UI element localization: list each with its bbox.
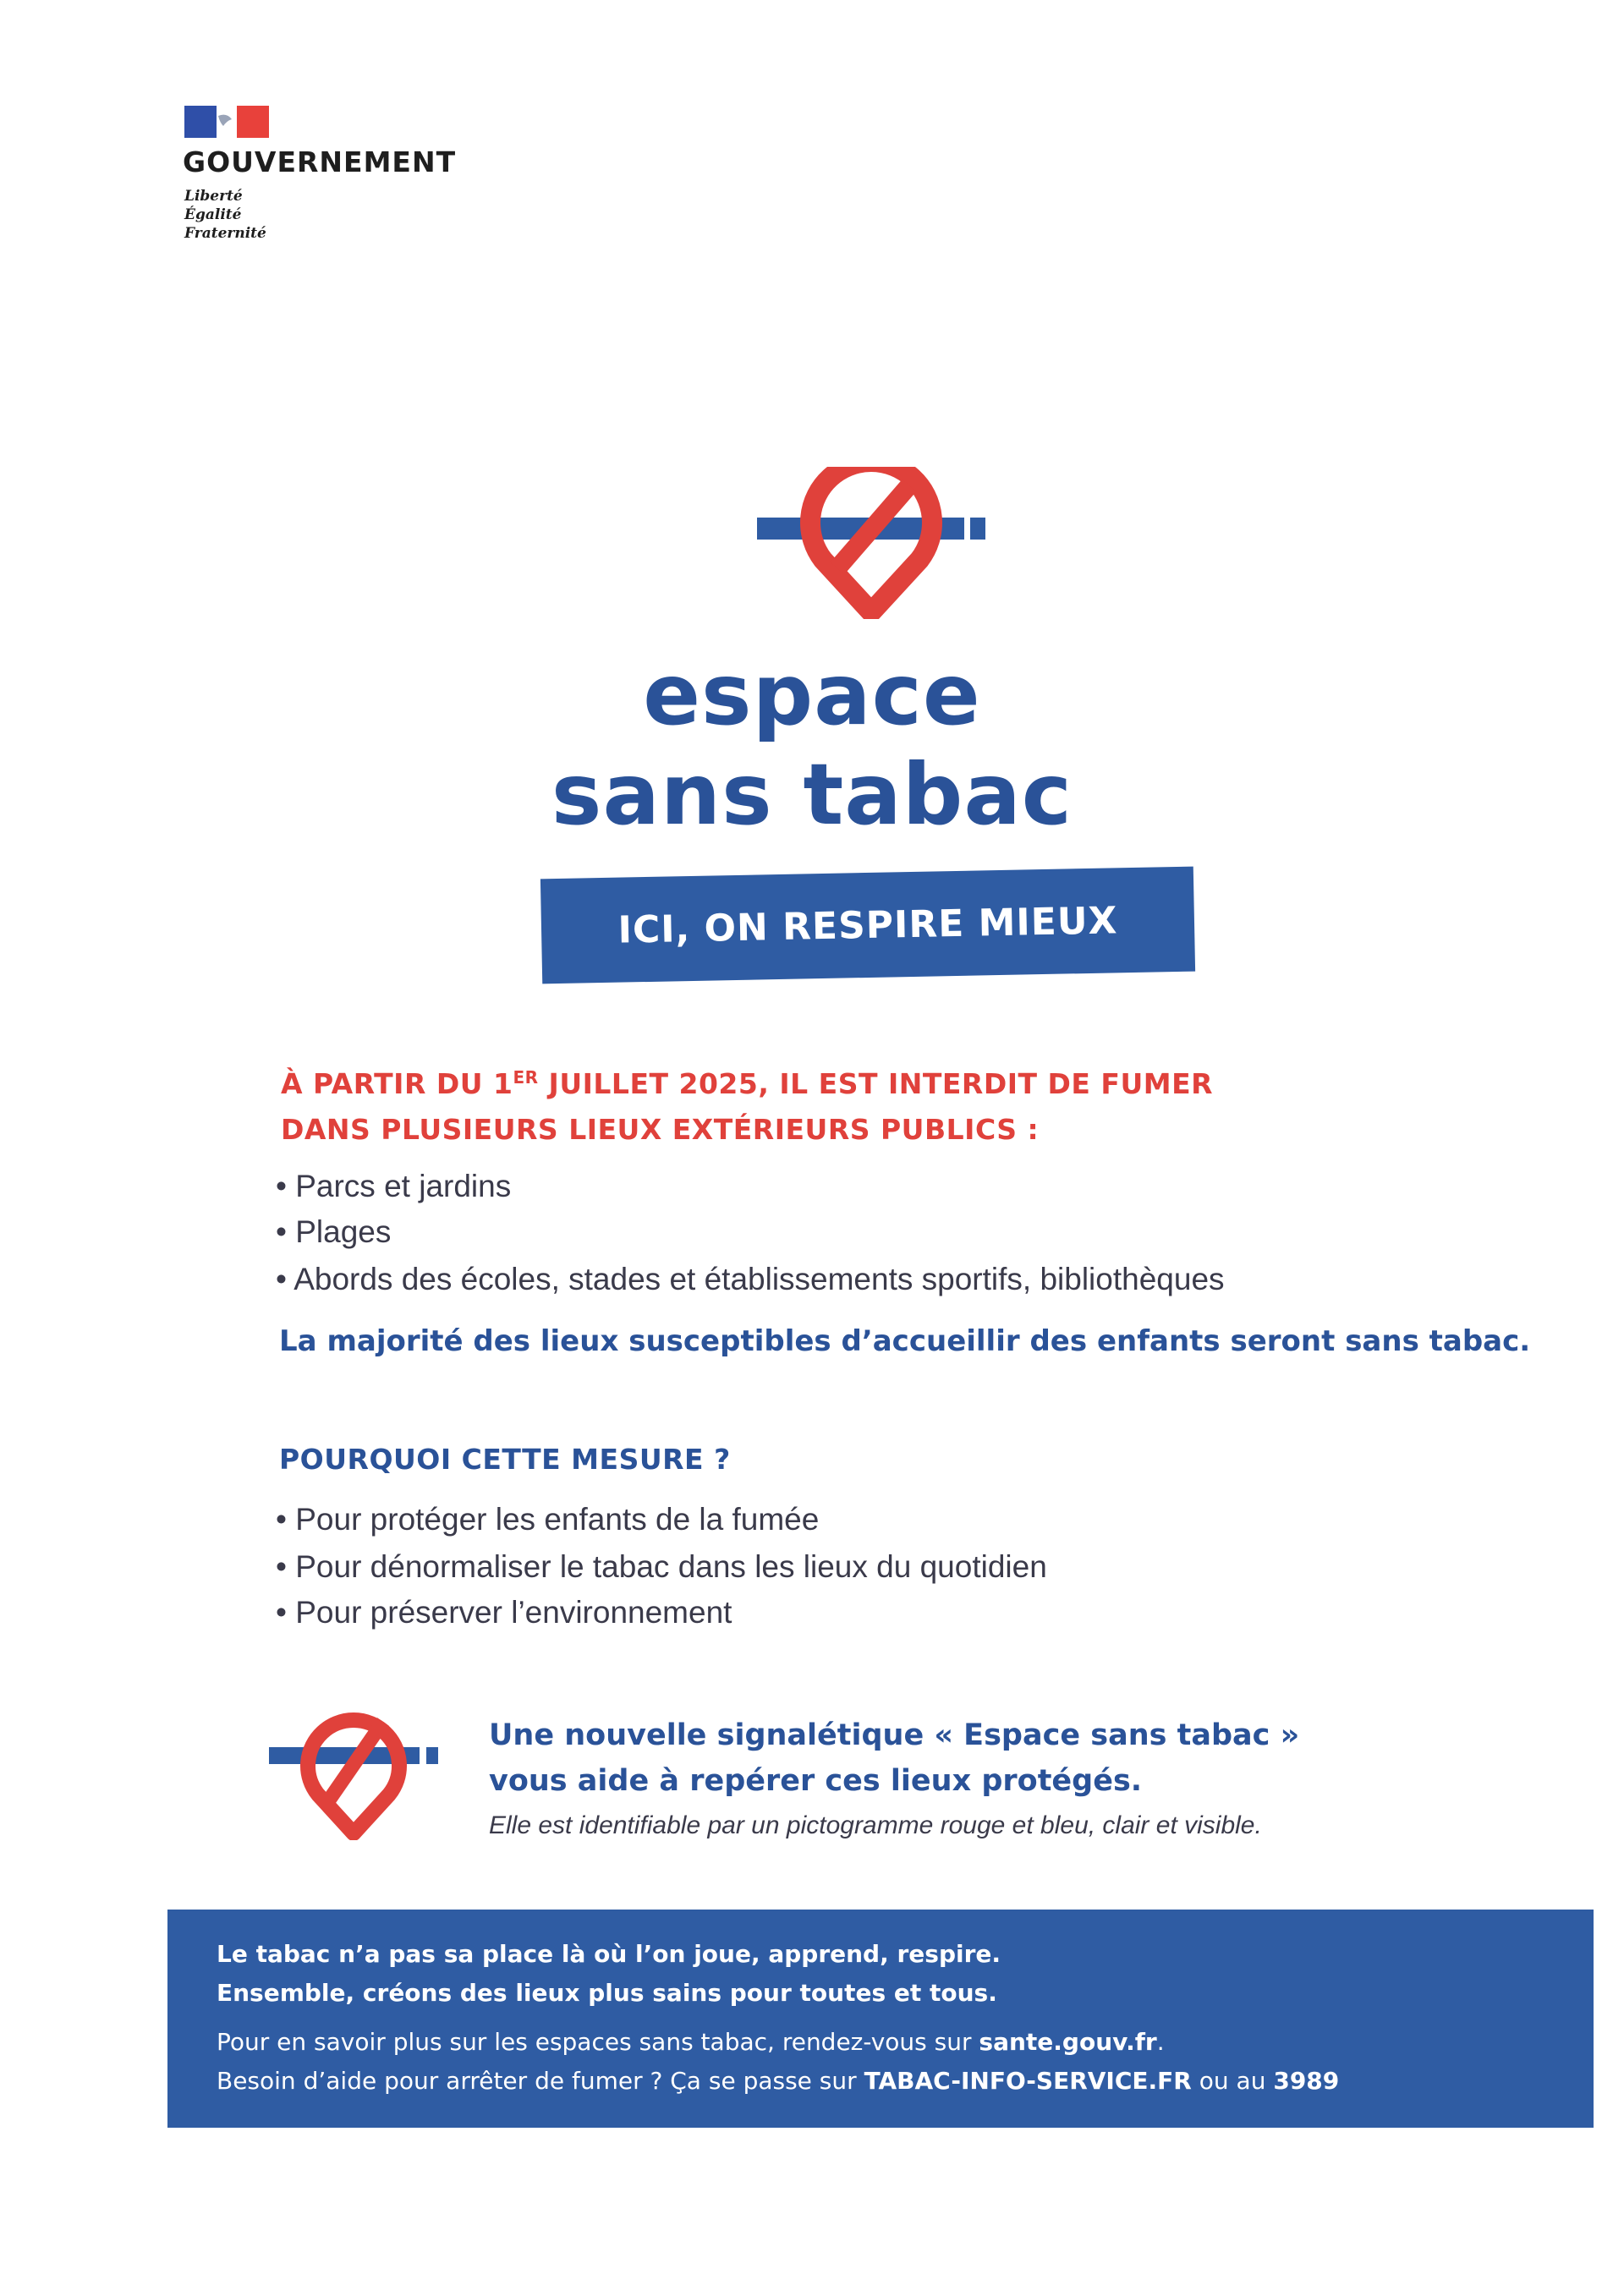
sante-gouv-link[interactable]: sante.gouv.fr (979, 2028, 1157, 2056)
government-title: GOUVERNEMENT (183, 145, 457, 178)
hero-title-line1: espace (643, 645, 981, 744)
footer-line3 (217, 2028, 1165, 2056)
list-item-place: • Abords des écoles, stades et établissements sportifs, bibliothèques (276, 1262, 1225, 1296)
ban-heading-pre: À PARTIR DU 1 (281, 1067, 513, 1100)
footer-line1: Le tabac n’a pas sa place là où l’on joue, apprend, respire. (217, 1940, 1001, 1968)
no-smoking-pin-icon (757, 467, 985, 619)
list-item-place: • Plages (276, 1214, 392, 1249)
list-item-reason: • Pour protéger les enfants de la fumée (276, 1502, 820, 1537)
ban-heading-sup: ER (513, 1067, 539, 1088)
list-item-reason: • Pour dénormaliser le tabac dans les lieux du quotidien (276, 1549, 1047, 1584)
footer-line2: Ensemble, créons des lieux plus sains pour toutes et tous. (217, 1979, 997, 2007)
motto-egalite: Égalité (184, 206, 242, 223)
signage-note: Elle est identifiable par un pictogramme rouge et bleu, clair et visible. (489, 1811, 1262, 1839)
footer-line4-text: Besoin d’aide pour arrêter de fumer ? Ça se passe sur (217, 2067, 864, 2095)
footer-panel (167, 1910, 1594, 2128)
tabac-info-service-link[interactable]: TABAC-INFO-SERVICE.FR (864, 2067, 1192, 2095)
ban-conclusion: La majorité des lieux susceptibles d’accueillir des enfants seront sans tabac. (279, 1324, 1531, 1358)
footer-line4-mid: ou au (1191, 2067, 1274, 2095)
marianne-flag-icon (184, 106, 269, 138)
ban-heading-post: JUILLET 2025, IL EST INTERDIT DE FUMER (538, 1067, 1214, 1100)
motto-liberte: Liberté (184, 188, 243, 205)
footer-line3-end: . (1156, 2028, 1165, 2056)
why-heading: POURQUOI CETTE MESURE ? (279, 1443, 731, 1476)
list-item-reason: • Pour préserver l’environnement (276, 1595, 732, 1630)
ban-heading-line2: DANS PLUSIEURS LIEUX EXTÉRIEURS PUBLICS : (281, 1113, 1040, 1146)
tagline-banner (540, 867, 1195, 984)
motto-fraternite: Fraternité (184, 225, 266, 242)
signage-line1: Une nouvelle signalétique « Espace sans tabac » (489, 1718, 1300, 1752)
no-smoking-pin-icon (269, 1700, 438, 1840)
hero-title-line2: sans tabac (551, 745, 1073, 844)
tagline-text: ICI, ON RESPIRE MIEUX (617, 898, 1118, 952)
footer-line4 (217, 2067, 1339, 2095)
signage-line2: vous aide à repérer ces lieux protégés. (489, 1764, 1143, 1798)
helpline-number[interactable]: 3989 (1273, 2067, 1340, 2095)
ban-heading-line1 (281, 1067, 1213, 1100)
list-item-place: • Parcs et jardins (276, 1169, 512, 1203)
footer-line3-text: Pour en savoir plus sur les espaces sans tabac, rendez-vous sur (217, 2028, 979, 2056)
